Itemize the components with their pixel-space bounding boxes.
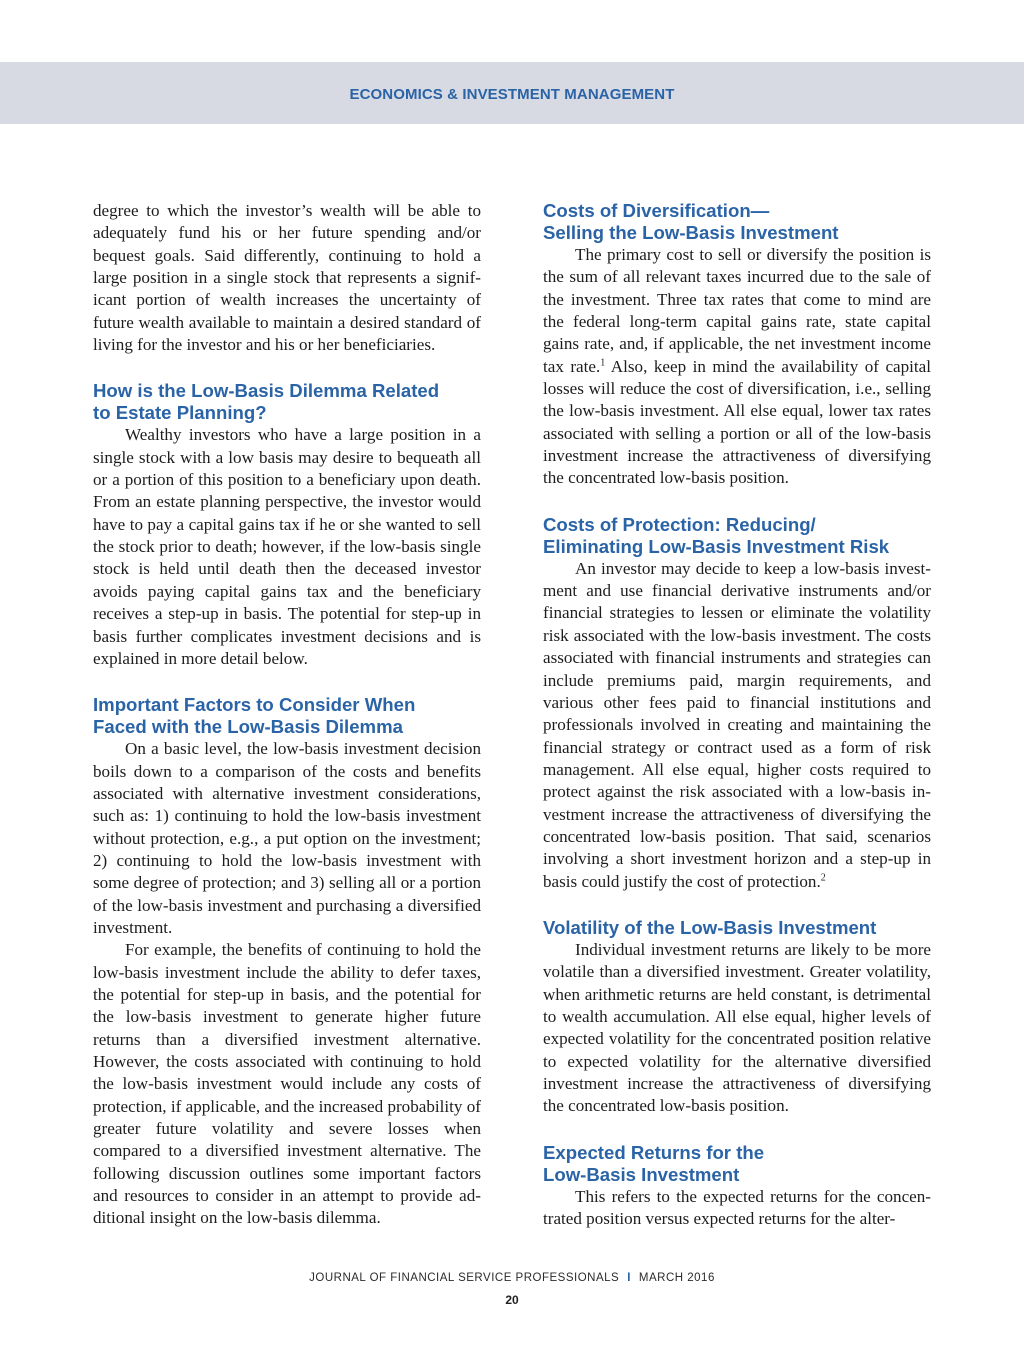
paragraph-volatility: Individual investment returns are likely to be more volatile than a diversified investment. Greater volatility, when arithmetic returns are held constant, is detrimental to wealth accumulation. All else equal, higher levels of expected volatility for the concentrated position relative to expected volatility for the alternative diversified investment increase the attractiveness of diversifying the concentrated low-basis position. (543, 939, 931, 1116)
page-number: 20 (505, 1293, 519, 1307)
left-column (93, 200, 481, 1230)
text-run: The primary cost to sell or diversify the position is the sum of all relevant taxes incurred due to the sale of the investment. Three tax rates that come to mind are the federal long-term capital gains rate, state capital gains rate, and, if applicable, the net investment income tax rate. (543, 245, 931, 376)
heading-line: Low-Basis Investment (543, 1163, 740, 1185)
section-title: ECONOMICS & INVESTMENT MANAGEMENT (349, 86, 675, 103)
right-column (543, 200, 931, 1230)
heading-line: Selling the Low-Basis Investment (543, 222, 839, 243)
heading-line: Expected Returns for the (543, 1141, 765, 1163)
text-run: An investor may decide to keep a low-basis investment and use financial derivative instruments and/or financial strategies to lessen or eliminate the volatility risk associated with the low-basis investment. The costs associated with financial instruments and strategies can include premiums paid, margin requirements, and various other fees paid to financial institutions and professionals involved in creating and maintaining the financial strategy or contract used as a form of risk management. All else equal, higher costs required to protect against the risk associated with a low-basis investment increase the attractiveness of diversifying the concentrated low-basis position. That said, scenarios involving a short investment horizon and a step-up in basis could justify the cost of protection. (543, 558, 931, 891)
paragraph-diversification (543, 244, 931, 490)
heading-estate-planning (93, 380, 481, 424)
paragraph-intro: degree to which the investor’s wealth will be able to adequately fund his or her future spending and/or bequest goals. Said differently, continuing to hold a large position in a single stock that represents a significant portion of wealth increases the uncertainty of future wealth available to maintain a desired standard of living for the investor and his or her beneficiaries. (93, 201, 481, 355)
issue-date: MARCH 2016 (638, 1272, 715, 1284)
heading-important-factors (93, 694, 481, 738)
heading-line: Important Factors to Consider When (93, 694, 416, 716)
paragraph-estate: Wealthy investors who have a large position in a single stock with a low basis may desire to bequeath all or a portion of this position to a beneficiary upon death. From an estate planning perspective, the investor would have to pay a capital gains tax if he or she wanted to sell the stock prior to death; however, if the low-basis single stock is held until death then the deceased investor avoids paying capital gains tax and the beneficiary receives a step-up in basis. The potential for step-up in basis further complicates investment decisions and is explained in more detail below. (93, 425, 481, 668)
heading-line: Eliminating Low-Basis Investment Risk (543, 535, 890, 557)
paragraph-protection (543, 558, 931, 893)
heading-line: How is the Low-Basis Dilemma Related (93, 380, 440, 402)
footnote-ref-1: 1 (600, 357, 606, 369)
heading-volatility: Volatility of the Low-Basis Investment (543, 916, 877, 938)
paragraph-expected-returns: This refers to the expected returns for the concentrated position versus expected returns for the alter- (543, 1186, 931, 1229)
heading-costs-diversification (543, 200, 931, 244)
heading-line: Costs of Diversification— (543, 200, 770, 221)
paragraph-factors-2: For example, the benefits of continuing to hold the low-basis investment include the ability to defer taxes, the potential for step-up in basis, and the potential for the low-basis investment to generate higher future returns than a diversified investment alternative. However, the costs associated with continuing to hold the low-basis investment would include any costs of protection, if applicable, and the increased probability of greater future volatility and severe losses when compared to a diversified investment alternative. The following discussion outlines some important factors and resources to consider in an attempt to provide additional insight on the low-basis dilemma. (93, 940, 481, 1228)
footnote-ref-2: 2 (820, 871, 826, 883)
text-run: Also, keep in mind the availability of capital losses will reduce the cost of diversification, i.e., selling the low-basis investment. All else equal, lower tax rates associated with selling a portion or all of the low-basis investment increase the attractiveness of diversifying the concentrated low-basis position. (543, 356, 932, 488)
heading-costs-protection (543, 514, 931, 558)
heading-line: Costs of Protection: Reducing/ (543, 513, 816, 535)
running-footer (0, 1272, 1024, 1284)
heading-line: to Estate Planning? (93, 402, 267, 424)
running-header (0, 62, 1024, 124)
heading-line: Faced with the Low-Basis Dilemma (93, 716, 403, 738)
journal-name: JOURNAL OF FINANCIAL SERVICE PROFESSIONALS (309, 1272, 620, 1284)
heading-expected-returns (543, 1142, 931, 1186)
paragraph-factors-1: On a basic level, the low-basis investment decision boils down to a comparison of the costs and benefits associated with alternative investment considerations, such as: 1) continuing to hold the low-basis investment without protection, e.g., a put option on the investment; 2) continuing to hold the low-basis investment with some degree of protection; and 3) selling all or a portion of the low-basis investment and purchasing a diversified investment. (93, 739, 481, 937)
footer-separator: I (627, 1272, 631, 1284)
